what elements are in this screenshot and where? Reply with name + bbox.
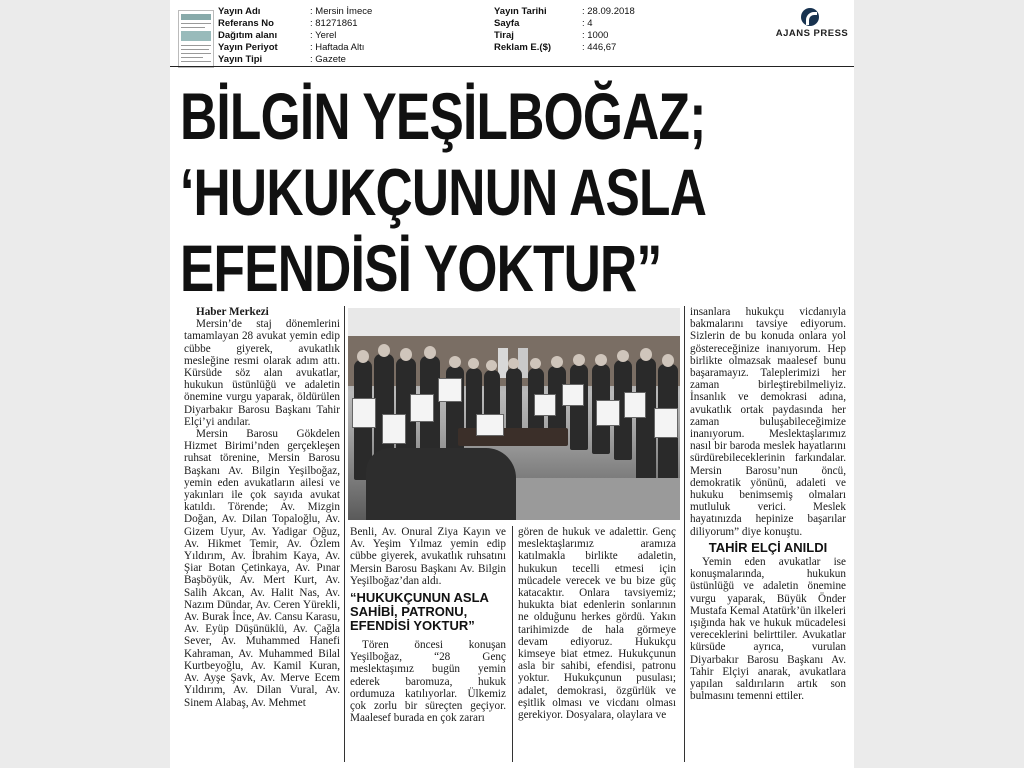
meta-label: Tiraj [494,30,514,41]
meta-label: Referans No [218,18,274,29]
meta-value: : Haftada Altı [310,42,365,53]
column-divider [344,306,345,762]
meta-value: : 4 [582,18,593,29]
paragraph: gören de hukuk ve adalettir. Genç meslektaşlarımız aramıza katılmakla birlikte adaletin, hukukun tecelli etmesi için mücadele verecek ve bu bize güç katacaktır. Onlara tavsiyemiz; hukukta biat edenlerin sonlarının ne olduğunu herkes gördü. Yakın tarihimizde de hala görmeye devam ediyoruz. Hukukçu kimseye biat etmez. Hukukçunun asla bir sahibi, efendisi, patronu yoktur. Hukukçunun pusulası; adalet, demokrasi, özgürlük ve eşitlik olması ve vicdanı olması gerekiyor. Dosyalara, olaylara ve [518,526,676,722]
meta-value: : 446,67 [582,42,617,53]
headline [180,78,707,306]
meta-label: Reklam E.($) [494,42,552,53]
meta-value: : 81271861 [310,18,358,29]
meta-value: : 1000 [582,30,609,41]
headline-line-1: BİLGİN YEŞİLBOĞAZ; [180,79,706,153]
subheading: TAHİR ELÇİ ANILDI [708,539,828,555]
byline: Haber Merkezi [196,306,269,318]
clipping-metadata [170,6,854,64]
paragraph: insanlara hukukçu vicdanıyla bakmalarını tavsiye ediyorum. Sizlerin de bu konuda onlara yol göstereceğinize inanıyorum. Hep birlikte olmazsak maalesef bunu başaramayız. Taleplerimizi her zaman birleştirebilmeliyiz. İnsanlık ve demokrasi adına, avukatlık ortak paydasında her zaman buluşabileceğimize inanıyorum. Meslektaşlarımız nasıl bir baroda meslek hayatlarını sürdürebileceklerinin farkındalar. Mersin Barosu’nun öncü, demokratik yönünü, adaleti ve hukuku benimsemiş olmaları mutluluk verici. Meslek hayatınızda hepinize başarılar diliyorum” diye konuştu. [690,306,846,538]
meta-value: : 28.09.2018 [582,6,635,17]
ajans-press-logo [774,8,850,44]
column-divider [684,306,685,762]
meta-label: Sayfa [494,18,520,29]
headline-line-2: ‘HUKUKÇUNUN ASLA [180,155,707,229]
meta-label: Yayın Tipi [218,54,263,65]
article-column-1 [184,306,340,709]
meta-label: Yayın Periyot [218,42,278,53]
article-column-4 [690,306,846,703]
newspaper-clipping [170,0,854,768]
headline-line-3: EFENDİSİ YOKTUR” [180,231,662,305]
column-divider [512,526,513,762]
ceremony-photo [348,308,680,520]
ajans-press-logo-icon [801,8,819,26]
page-thumbnail [178,10,214,68]
subheading: “HUKUKÇUNUN ASLA SAHİBİ, PATRONU, EFENDİSİ YOKTUR” [350,590,489,634]
paragraph: Mersin Barosu Gökdelen Hizmet Birimi’nden gerçekleşen ruhsat törenine, Mersin Barosu Başkanı Av. Bilgin Yeşilboğaz, yemin eden avukatların ailesi ve yakınları ile çok sayıda avukat katıldı. Törende; Av. Mizgin Doğan, Av. Dilan Topaloğlu, Av. Gizem Uyur, Av. Yadigar Oğuz, Av. Hikmet Temir, Av. Özlem Yıldırım, Av. İbrahim Kaya, Av. Şiar Botan Çetinkaya, Av. Pınar Başböyük, Av. Mert Kurt, Av. Salih Akcan, Av. Halit Nas, Av. Nazım Dündar, Av. Ceren Yürekli, Av. Burak İnce, Av. Cansu Karasu, Av. Eyüp Düşünüklü, Av. Çağla Sever, Av. Muhammed Hanefi Kahraman, Av. Muhammed Bilal Kurtbeyoğlu, Av. Kamil Kuran, Av. Ayşe Şavk, Av. Merve Ecem Yıldırım, Av. Dilan Vural, Av. Sinem Alabaş, Av. Mehmet [184,428,340,709]
paragraph: Benli, Av. Onural Ziya Kayın ve Av. Yeşim Yılmaz yemin edip cübbe giyerek, avukatlık ruhsatını Mersin Barosu Başkanı Av. Bilgin Yeşilboğaz’dan aldı. [350,526,506,587]
article-column-3 [518,526,676,721]
paragraph: Yemin eden avukatlar ise konuşmalarında, hukukun üstünlüğü ve adaletin önemine vurgu yaparak, Büyük Önder Mustafa Kemal Atatürk’ün ilkeleri ışığında hak ve hukuk mücadelesi vereceklerini belirttiler. Avukatlar kürsüde ayrıca, vurulan Diyarbakır Barosu Başkanı Av. Tahir Elçiyi anarak, avukatlara yapılan saldırıların artık son bulmasını temenni ettiler. [690,556,846,703]
meta-value: : Yerel [310,30,337,41]
meta-label: Yayın Tarihi [494,6,547,17]
header-divider [170,66,854,67]
logo-text: AJANS PRESS [775,28,849,39]
meta-label: Dağıtım alanı [218,30,278,41]
article-column-2 [350,526,506,724]
paragraph: Tören öncesi konuşan Yeşilboğaz, “28 Genç meslektaşımız bugün yemin ederek baromuza, hukuk ordumuza katılıyorlar. Ülkemiz çok zorlu bir süreçten geçiyor. Maalesef burada en çok zararı [350,639,506,725]
meta-value: : Gazete [310,54,346,65]
meta-label: Yayın Adı [218,6,261,17]
meta-value: : Mersin İmece [310,6,373,17]
paragraph: Mersin’de staj dönemlerini tamamlayan 28 avukat yemin edip cübbe giyerek, avukatlık mesleğine resmi olarak adım attı. Kürsüde söz alan avukatlar, hukukun üstünlüğü ve adaletin önemine vurgu yaparak, öldürülen Diyarbakır Barosu Başkanı Tahir Elçi’yi andılar. [184,318,340,428]
